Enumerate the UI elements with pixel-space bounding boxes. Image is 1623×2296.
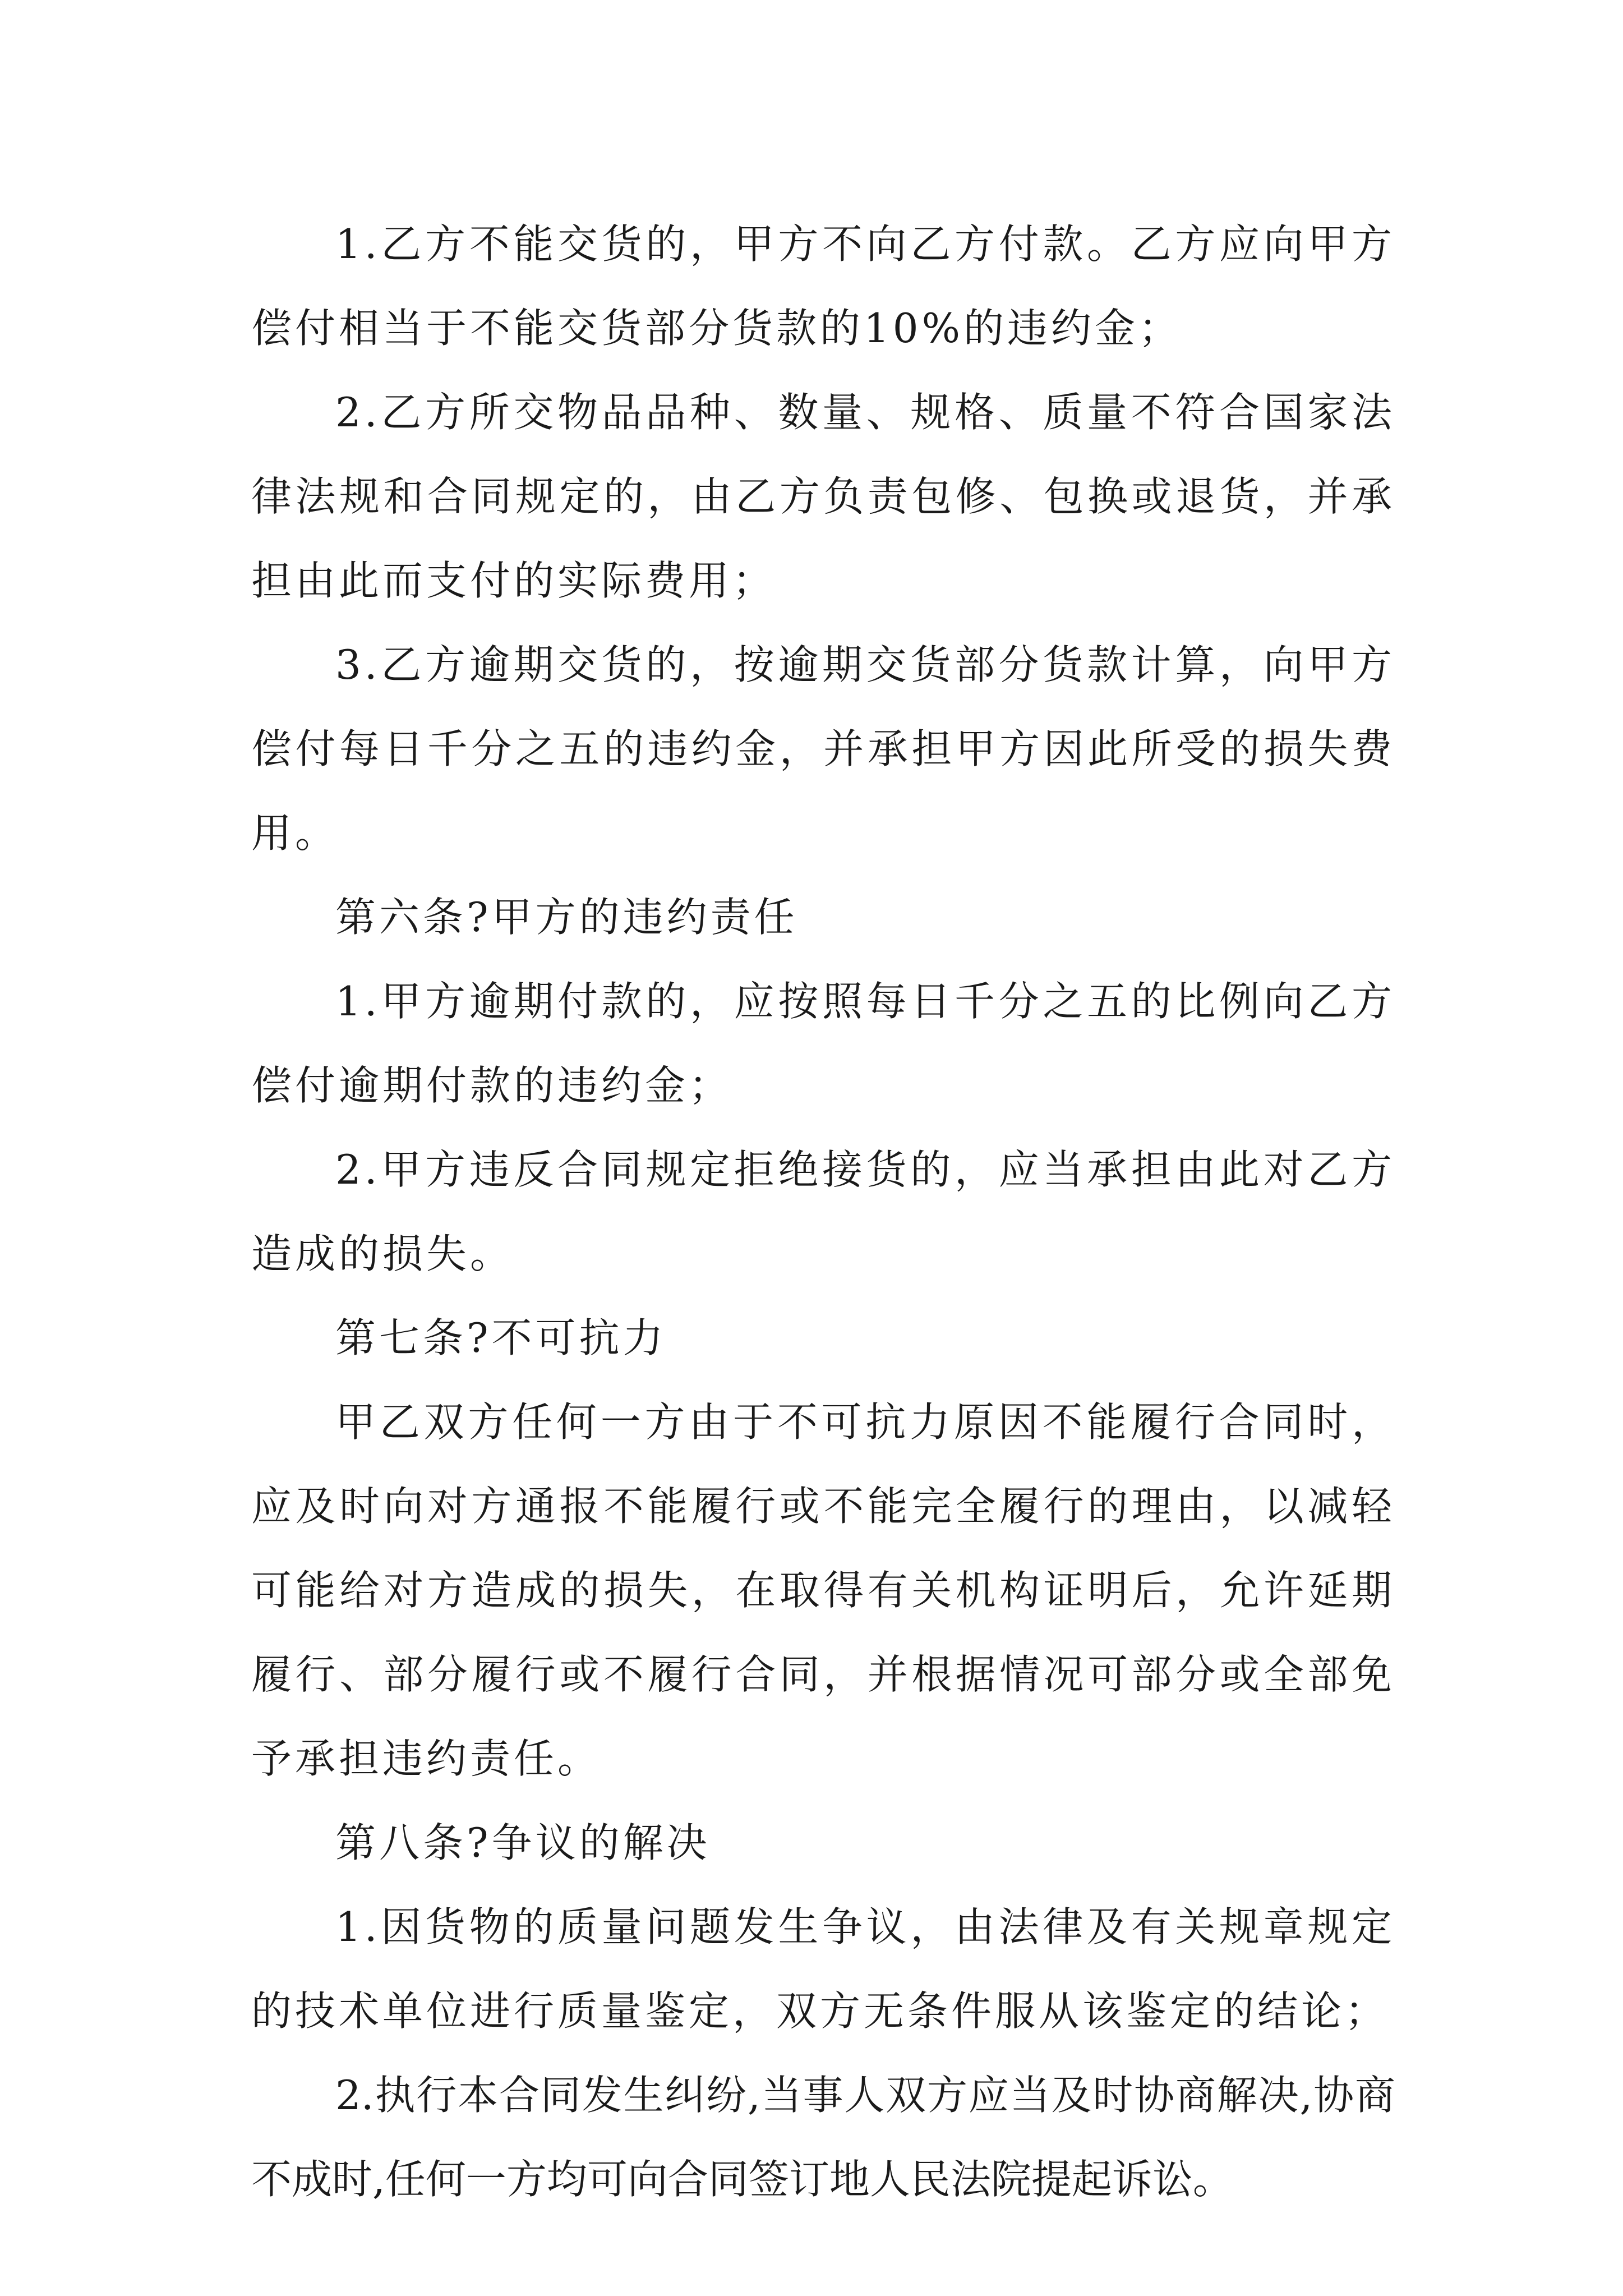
clause-item-seller-quality-nonconformity: 2.乙方所交物品品种、数量、规格、质量不符合国家法律法规和合同规定的，由乙方负责包修、包换或退货，并承担由此而支付的实际费用；	[251, 389, 1395, 604]
clause-item-litigation: 2.执行本合同发生纠纷,当事人双方应当及时协商解决,协商不成时,任何一方均可向合同签订地人民法院提起诉讼。	[251, 2072, 1395, 2203]
article-heading-6: 第六条?甲方的违约责任	[335, 894, 798, 941]
clause-item-buyer-late-payment: 1.甲方逾期付款的，应按照每日千分之五的比例向乙方偿付逾期付款的违约金；	[251, 978, 1395, 1109]
force-majeure-paragraph: 甲乙双方任何一方由于不可抗力原因不能履行合同时，应及时向对方通报不能履行或不能完全履行的理由，以减轻可能给对方造成的损失，在取得有关机构证明后，允许延期履行、部分履行或不履行合同，并根据情况可部分或全部免予承担违约责任。	[251, 1398, 1395, 1782]
document-body	[251, 202, 1395, 2221]
clause-item-quality-dispute: 1.因货物的质量问题发生争议，由法律及有关规章规定的技术单位进行质量鉴定，双方无条件服从该鉴定的结论；	[251, 1903, 1395, 2035]
clause-item-seller-no-delivery: 1.乙方不能交货的，甲方不向乙方付款。乙方应向甲方偿付相当于不能交货部分货款的10%的违约金；	[251, 220, 1395, 352]
article-heading-8: 第八条?争议的解决	[335, 1819, 711, 1866]
article-heading-7: 第七条?不可抗力	[335, 1314, 667, 1361]
clause-item-seller-late-delivery: 3.乙方逾期交货的，按逾期交货部分货款计算，向甲方偿付每日千分之五的违约金，并承担甲方因此所受的损失费用。	[251, 641, 1395, 857]
clause-item-buyer-refuse-delivery: 2.甲方违反合同规定拒绝接货的，应当承担由此对乙方造成的损失。	[251, 1146, 1395, 1277]
